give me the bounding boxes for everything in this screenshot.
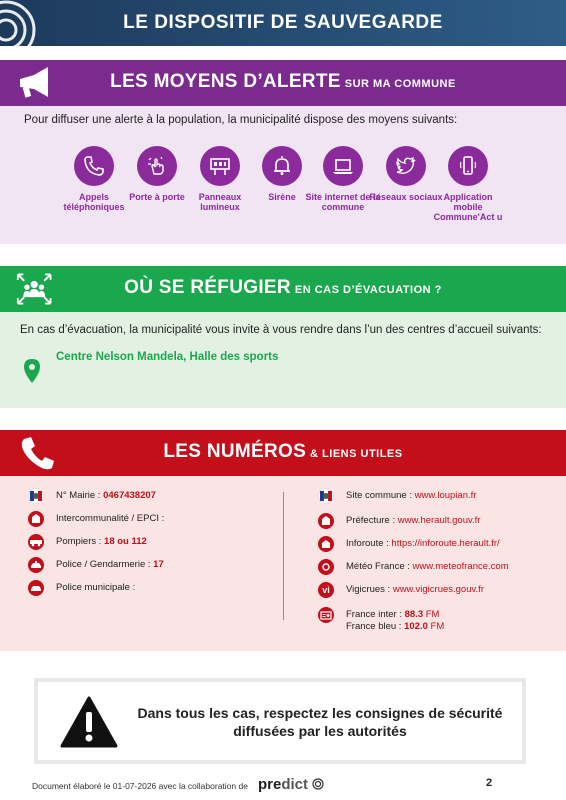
- alert-mean-item: [428, 146, 508, 222]
- numbers-title-small: & LIENS UTILES: [310, 448, 403, 460]
- number-row-pompiers: [28, 534, 147, 550]
- weather-icon: [318, 559, 334, 575]
- radio-inter-frequency: 88.3: [404, 609, 424, 620]
- laptop-icon: [323, 146, 363, 186]
- alert-mean-label: Porte à porte: [129, 192, 185, 202]
- alert-mean-label: Panneaux lumineux: [198, 192, 242, 212]
- link-row-vigicrues: [318, 582, 484, 598]
- alert-title-main: LES MOYENS D’ALERTE: [110, 71, 341, 92]
- alert-mean-label: Sirène: [268, 192, 296, 202]
- map-pin-icon: [24, 359, 40, 383]
- alert-section-body: [0, 106, 566, 244]
- numbers-section-header: [0, 430, 566, 476]
- prefecture-link[interactable]: www.herault.gouv.fr: [397, 515, 481, 526]
- footer-credit: Document élaboré le 01-07-2026 avec la collaboration de: [32, 781, 248, 791]
- alert-title-small: SUR MA COMMUNE: [344, 78, 456, 90]
- number-row-epci: [28, 511, 164, 527]
- radio-bleu-frequency: 102.0: [404, 621, 428, 632]
- alert-section-title: [0, 71, 566, 93]
- police-car-icon: [28, 557, 44, 573]
- numbers-section-body: [0, 476, 566, 651]
- police-label: Police / Gendarmerie :: [56, 559, 151, 570]
- page-title: LE DISPOSITIF DE SAUVEGARDE: [123, 12, 443, 33]
- radio-bleu-unit: FM: [430, 621, 445, 632]
- vigicrues-icon: vi: [318, 582, 334, 598]
- refuge-title-small: EN CAS D’ÉVACUATION ?: [294, 284, 442, 296]
- pompiers-label: Pompiers :: [56, 536, 102, 547]
- police-number[interactable]: 17: [153, 559, 164, 570]
- refuge-section-body: [0, 312, 566, 408]
- alert-mean-label: Application mobile Commune'Act u: [433, 192, 503, 222]
- safety-warning-box: [34, 678, 526, 764]
- alert-mean-label: Site internet de la commune: [305, 192, 381, 212]
- document-header: [0, 0, 566, 46]
- marianne-icon: [28, 488, 44, 504]
- alert-mean-label: Réseaux sociaux: [369, 192, 443, 202]
- inforoute-link[interactable]: https://inforoute.herault.fr/: [391, 538, 500, 549]
- prefecture-icon: [318, 513, 334, 529]
- link-row-prefecture: [318, 513, 480, 529]
- column-divider: [283, 492, 284, 620]
- led-panel-icon: [200, 146, 240, 186]
- marianne-icon: [318, 488, 334, 504]
- alert-intro-text: Pour diffuser une alerte à la population, la municipalité dispose des moyens suivants:: [24, 114, 458, 126]
- police-municipale-label: Police municipale :: [56, 582, 136, 593]
- site-commune-label: Site commune :: [346, 490, 412, 501]
- numbers-section-title: [0, 441, 566, 463]
- alert-mean-label: Appels téléphoniques: [63, 192, 125, 212]
- meteo-link[interactable]: www.meteofrance.com: [412, 561, 509, 572]
- safety-warning-text: Dans tous les cas, respectez les consignes de sécurité diffusées par les autorités: [137, 705, 503, 739]
- warning-triangle-icon: [60, 696, 118, 748]
- epci-label: Intercommunalité / EPCI :: [56, 513, 165, 524]
- number-row-police: [28, 557, 164, 573]
- brand-part-b: dict: [281, 776, 309, 793]
- prefecture-label: Préfecture :: [346, 515, 396, 526]
- refuge-intro-text: En cas d’évacuation, la municipalité vous invite à vous rendre dans l’un des centres d’accueil suivants:: [20, 324, 542, 336]
- pompiers-number[interactable]: 18 ou 112: [104, 536, 147, 547]
- refuge-section-header: [0, 266, 566, 312]
- fire-truck-icon: [28, 534, 44, 550]
- door-knock-icon: [137, 146, 177, 186]
- refuge-title-main: OÙ SE RÉFUGIER: [124, 277, 291, 298]
- siren-bell-icon: [262, 146, 302, 186]
- mobile-app-icon: [448, 146, 488, 186]
- site-commune-link[interactable]: www.loupian.fr: [414, 490, 477, 501]
- link-row-meteo: [318, 559, 509, 575]
- twitter-bird-icon: [386, 146, 426, 186]
- brand-part-a: pre: [258, 776, 282, 793]
- radio-france-inter: [346, 609, 444, 621]
- meteo-label: Météo France :: [346, 561, 410, 572]
- number-row-police-municipale: [28, 580, 135, 596]
- predict-logo: [258, 776, 324, 793]
- radio-inter-unit: FM: [425, 609, 440, 620]
- building-icon: [28, 511, 44, 527]
- mairie-phone[interactable]: 0467438207: [103, 490, 156, 501]
- numbers-title-main: LES NUMÉROS: [163, 441, 307, 462]
- radio-bleu-label: France bleu :: [346, 621, 402, 632]
- vigicrues-label: Vigicrues :: [346, 584, 391, 595]
- link-row-site-commune: [318, 488, 476, 504]
- police-car-icon: [28, 580, 44, 596]
- phone-icon: [74, 146, 114, 186]
- mairie-label: N° Mairie :: [56, 490, 101, 501]
- radio-icon: [318, 607, 334, 623]
- vigicrues-link[interactable]: www.vigicrues.gouv.fr: [392, 584, 484, 595]
- alert-means-list: [0, 146, 566, 242]
- radio-row: [318, 607, 444, 633]
- link-row-inforoute: [318, 536, 500, 552]
- radio-inter-label: France inter :: [346, 609, 402, 620]
- radio-france-bleu: [346, 621, 444, 633]
- refuge-section-title: [0, 277, 566, 299]
- page-number: 2: [486, 777, 493, 789]
- refuge-place-name: Centre Nelson Mandela, Halle des sports: [56, 351, 279, 363]
- alert-section-header: [0, 60, 566, 106]
- number-row-mairie: [28, 488, 156, 504]
- inforoute-label: Inforoute :: [346, 538, 389, 549]
- road-icon: [318, 536, 334, 552]
- predict-swirl-icon: [312, 778, 324, 790]
